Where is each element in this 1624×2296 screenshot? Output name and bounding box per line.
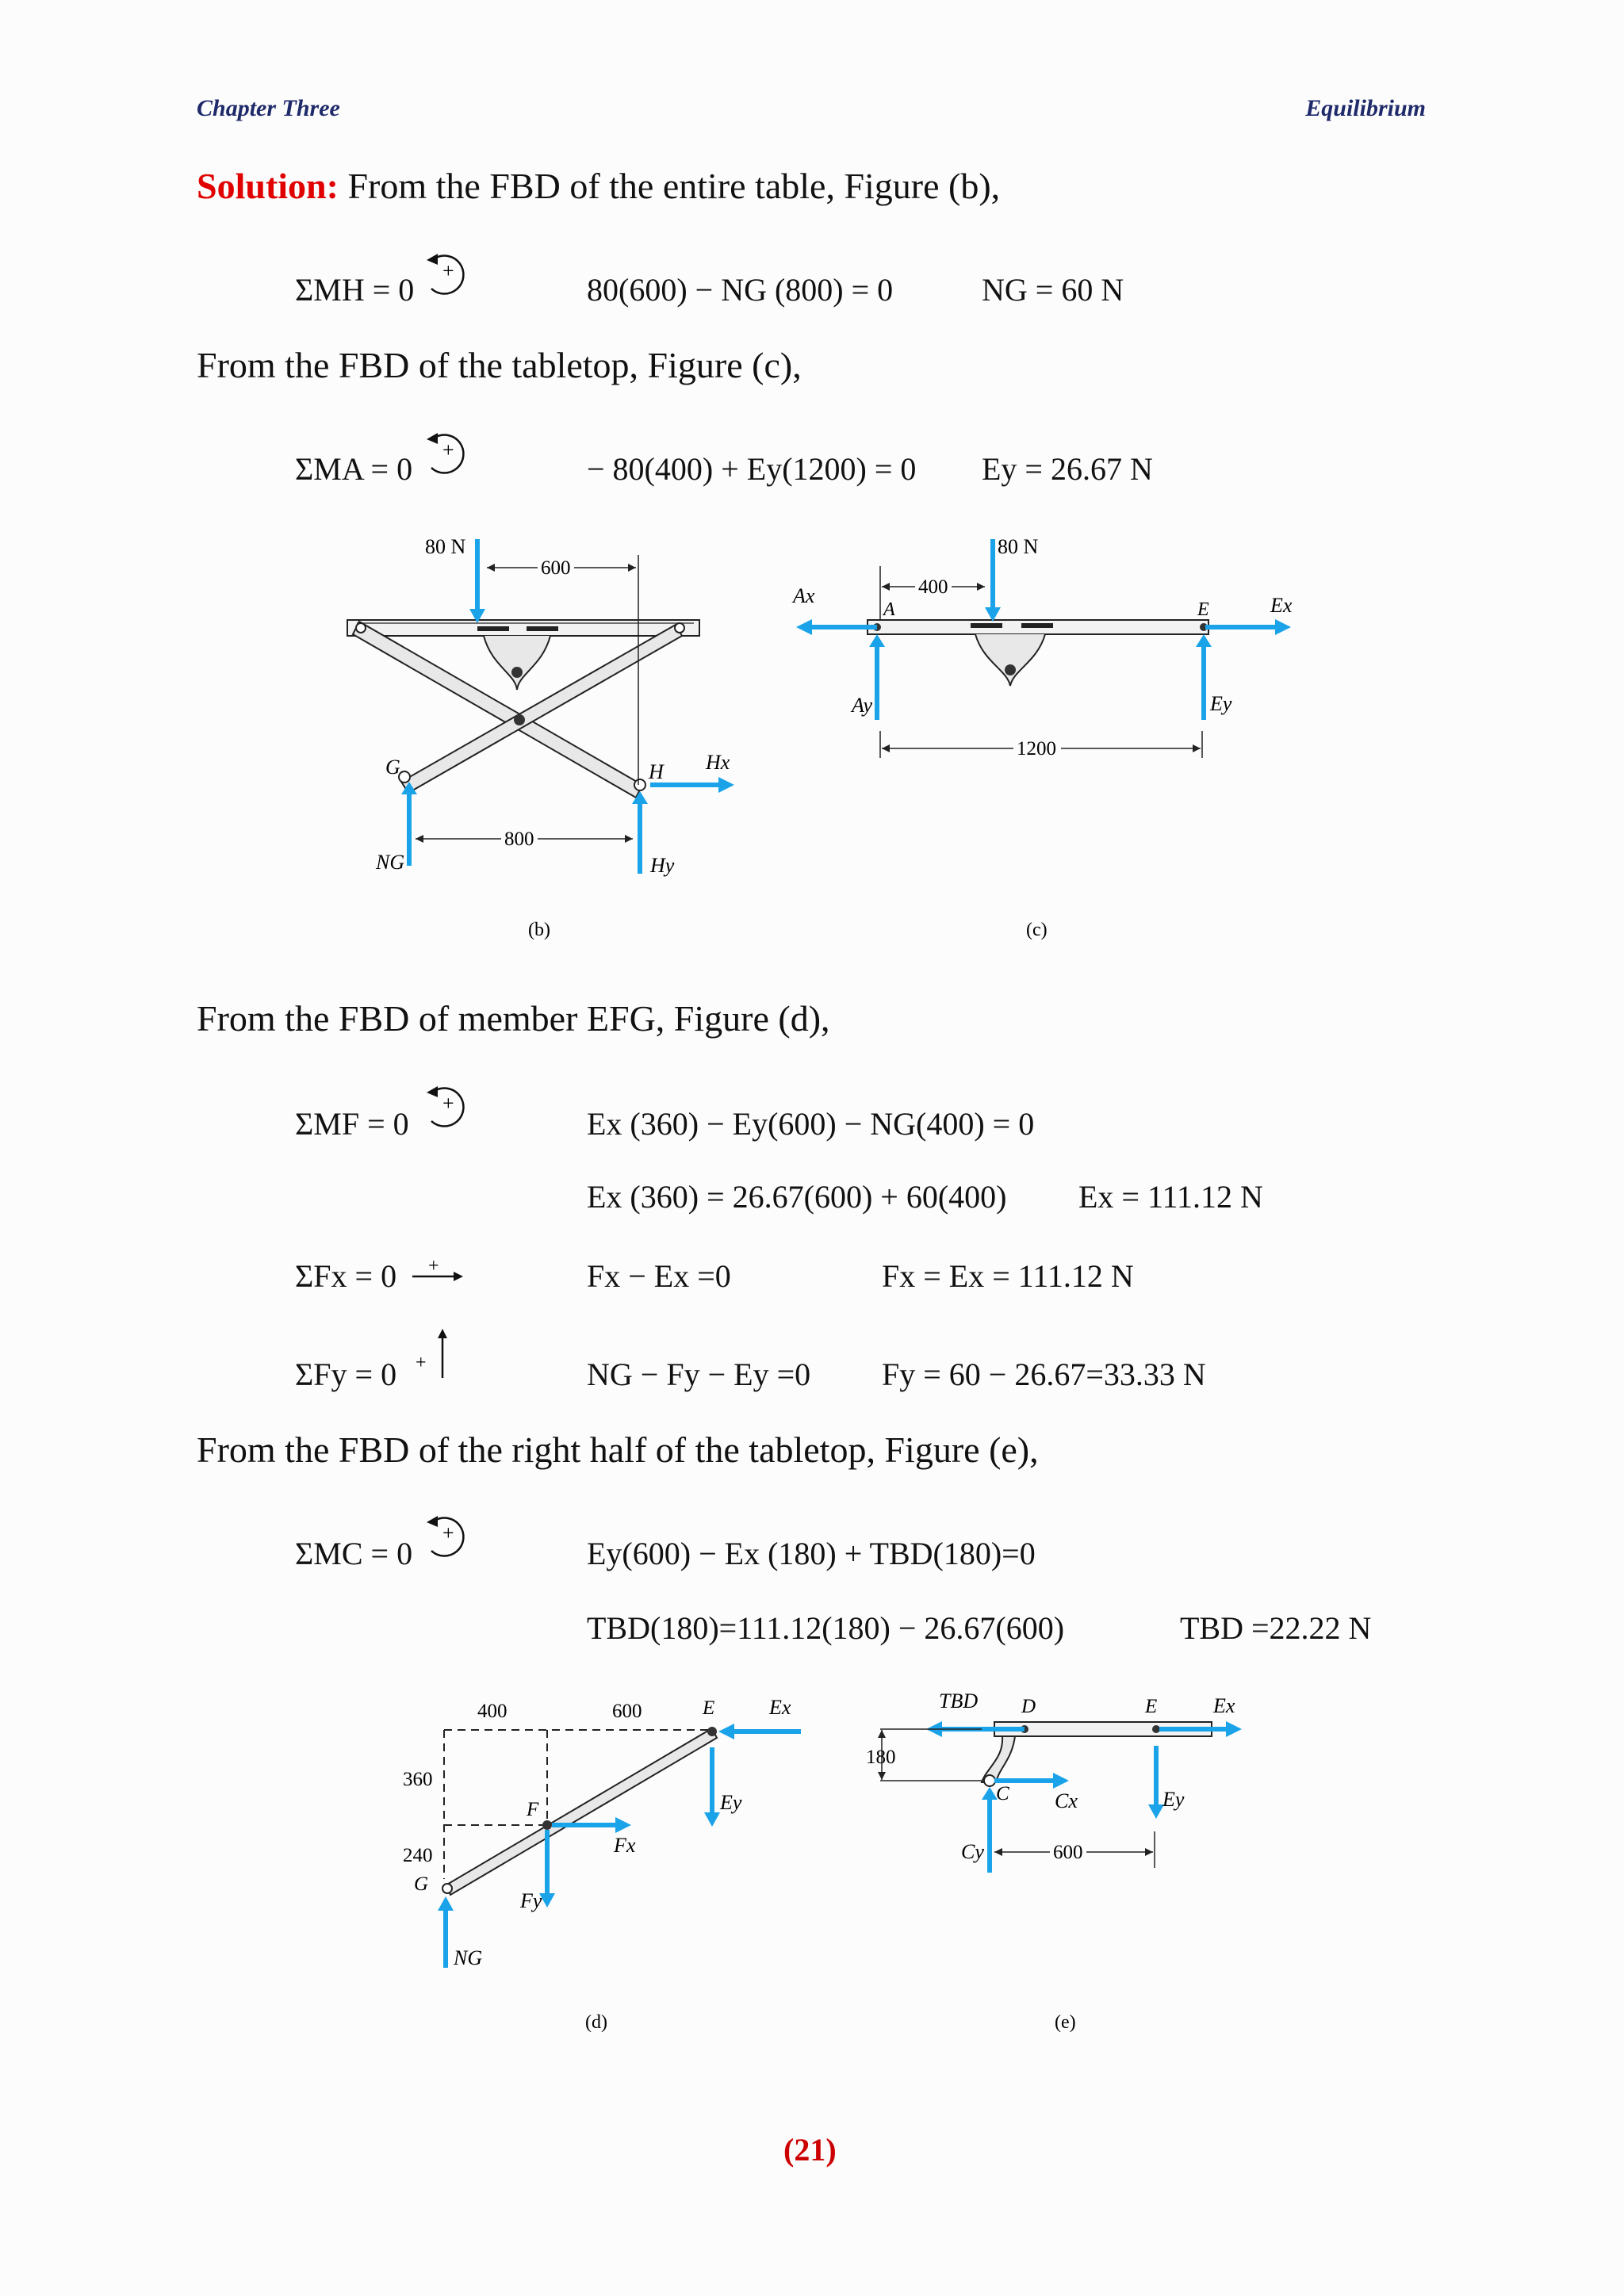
- fig-c-label-A: A: [883, 599, 895, 620]
- eq3-condition: ΣMF = 0: [295, 1106, 409, 1142]
- svg-text:+: +: [416, 1353, 427, 1373]
- figure-d-member-efg-fbd: [389, 1689, 833, 2038]
- eq1-expression: 80(600) − NG (800) = 0: [587, 272, 894, 308]
- eq1-result: NG = 60 N: [982, 272, 1124, 308]
- eq7-condition: ΣMC = 0: [295, 1536, 413, 1571]
- eq5-condition: ΣFx = 0: [295, 1258, 397, 1294]
- solution-intro: [197, 165, 1000, 207]
- fig-e-dim-600: 600: [1053, 1842, 1083, 1863]
- fig-e-caption: (e): [1055, 2012, 1076, 2033]
- header-topic: Equilibrium: [1305, 95, 1426, 121]
- fig-c-label-Ex: Ex: [1270, 594, 1293, 617]
- eq3-expression: Ex (360) − Ey(600) − NG(400) = 0: [587, 1106, 1035, 1142]
- intro-tabletop: From the FBD of the tabletop, Figure (c),: [197, 345, 802, 385]
- eq2-expression: − 80(400) + Ey(1200) = 0: [587, 451, 917, 487]
- solution-label: Solution:: [197, 166, 339, 206]
- ccw-moment-plus-icon: [420, 1080, 476, 1135]
- fig-d-dim-600: 600: [612, 1701, 642, 1722]
- svg-text:+: +: [442, 259, 454, 282]
- eq5-result: Fx = Ex = 111.12 N: [882, 1258, 1134, 1294]
- fig-b-label-Hy: Hy: [650, 854, 675, 877]
- eq4-expression: Ex (360) = 26.67(600) + 60(400): [587, 1179, 1007, 1215]
- fig-e-dim-180: 180: [866, 1747, 896, 1768]
- eq1-condition: ΣMH = 0: [295, 272, 415, 308]
- page-number: (21): [783, 2132, 837, 2168]
- ccw-moment-plus-icon: [420, 427, 476, 482]
- eq6-expression: NG − Fy − Ey =0: [587, 1357, 811, 1392]
- fig-e-label-Cy: Cy: [961, 1840, 984, 1863]
- fig-c-dim-400: 400: [918, 576, 948, 598]
- svg-text:+: +: [442, 1521, 454, 1544]
- fig-d-label-NG: NG: [454, 1946, 483, 1969]
- fig-b-label-G: G: [385, 756, 400, 779]
- up-arrow-plus-icon: [412, 1327, 460, 1383]
- fig-b-dim-800: 800: [504, 828, 534, 850]
- fig-b-label-NG: NG: [376, 851, 405, 874]
- fig-e-label-Ex: Ex: [1213, 1694, 1235, 1717]
- fig-c-caption: (c): [1026, 920, 1048, 940]
- fig-d-label-Ey: Ey: [720, 1791, 742, 1814]
- eq6-result: Fy = 60 − 26.67=33.33 N: [882, 1357, 1206, 1392]
- fig-d-dim-400: 400: [477, 1701, 508, 1722]
- solution-intro-text: From the FBD of the entire table, Figure (b),: [338, 166, 1001, 206]
- figure-c-tabletop-fbd: [785, 523, 1308, 951]
- fig-b-dim-600: 600: [541, 557, 571, 579]
- eq8-result: TBD =22.22 N: [1180, 1610, 1372, 1646]
- fig-c-dim-1200: 1200: [1017, 738, 1056, 760]
- fig-e-label-C: C: [996, 1783, 1009, 1804]
- fig-b-load-label: 80 N: [425, 535, 466, 558]
- ccw-moment-plus-icon: [420, 1510, 476, 1565]
- fig-b-caption: (b): [528, 920, 550, 940]
- fig-e-label-D: D: [1021, 1696, 1036, 1717]
- fig-c-label-Ay: Ay: [852, 694, 872, 717]
- eq2-condition: ΣMA = 0: [295, 451, 413, 487]
- fig-e-label-E: E: [1145, 1696, 1158, 1717]
- fig-d-label-Fy: Fy: [520, 1889, 542, 1912]
- svg-text:+: +: [442, 1092, 454, 1115]
- right-arrow-plus-icon: [411, 1254, 466, 1286]
- eq2-result: Ey = 26.67 N: [982, 451, 1153, 487]
- fig-d-label-Fx: Fx: [614, 1834, 636, 1857]
- fig-b-label-H: H: [649, 760, 664, 783]
- ccw-moment-plus-icon: [420, 247, 476, 303]
- fig-d-dim-240: 240: [403, 1845, 433, 1866]
- eq6-condition: ΣFy = 0: [295, 1357, 397, 1392]
- fig-d-label-Ex: Ex: [769, 1696, 791, 1719]
- fig-e-label-Ey: Ey: [1162, 1788, 1185, 1811]
- intro-member-efg: From the FBD of member EFG, Figure (d),: [197, 998, 830, 1039]
- figure-e-right-half-fbd: [841, 1689, 1269, 2038]
- header-chapter: Chapter Three: [197, 95, 340, 121]
- fig-d-label-F: F: [527, 1799, 539, 1820]
- fig-e-label-TBD: TBD: [939, 1689, 979, 1712]
- fig-c-load-label: 80 N: [998, 535, 1039, 558]
- eq8-expression: TBD(180)=111.12(180) − 26.67(600): [587, 1610, 1065, 1646]
- fig-c-label-Ax: Ax: [793, 584, 815, 607]
- fig-e-label-Cx: Cx: [1055, 1789, 1078, 1812]
- fig-d-dim-360: 360: [403, 1769, 433, 1790]
- fig-b-label-Hx: Hx: [706, 751, 730, 774]
- fig-c-label-Ey: Ey: [1210, 692, 1232, 715]
- fig-d-label-G: G: [414, 1873, 429, 1895]
- svg-text:+: +: [442, 438, 454, 461]
- eq7-expression: Ey(600) − Ex (180) + TBD(180)=0: [587, 1536, 1036, 1571]
- eq4-result: Ex = 111.12 N: [1078, 1179, 1263, 1215]
- fig-d-label-E: E: [703, 1697, 715, 1719]
- intro-right-half: From the FBD of the right half of the tabletop, Figure (e),: [197, 1429, 1039, 1470]
- fig-d-caption: (d): [585, 2012, 607, 2033]
- figure-b-table-fbd: [333, 523, 777, 951]
- svg-text:+: +: [428, 1256, 439, 1276]
- fig-c-label-E: E: [1197, 599, 1209, 620]
- eq5-expression: Fx − Ex =0: [587, 1258, 731, 1294]
